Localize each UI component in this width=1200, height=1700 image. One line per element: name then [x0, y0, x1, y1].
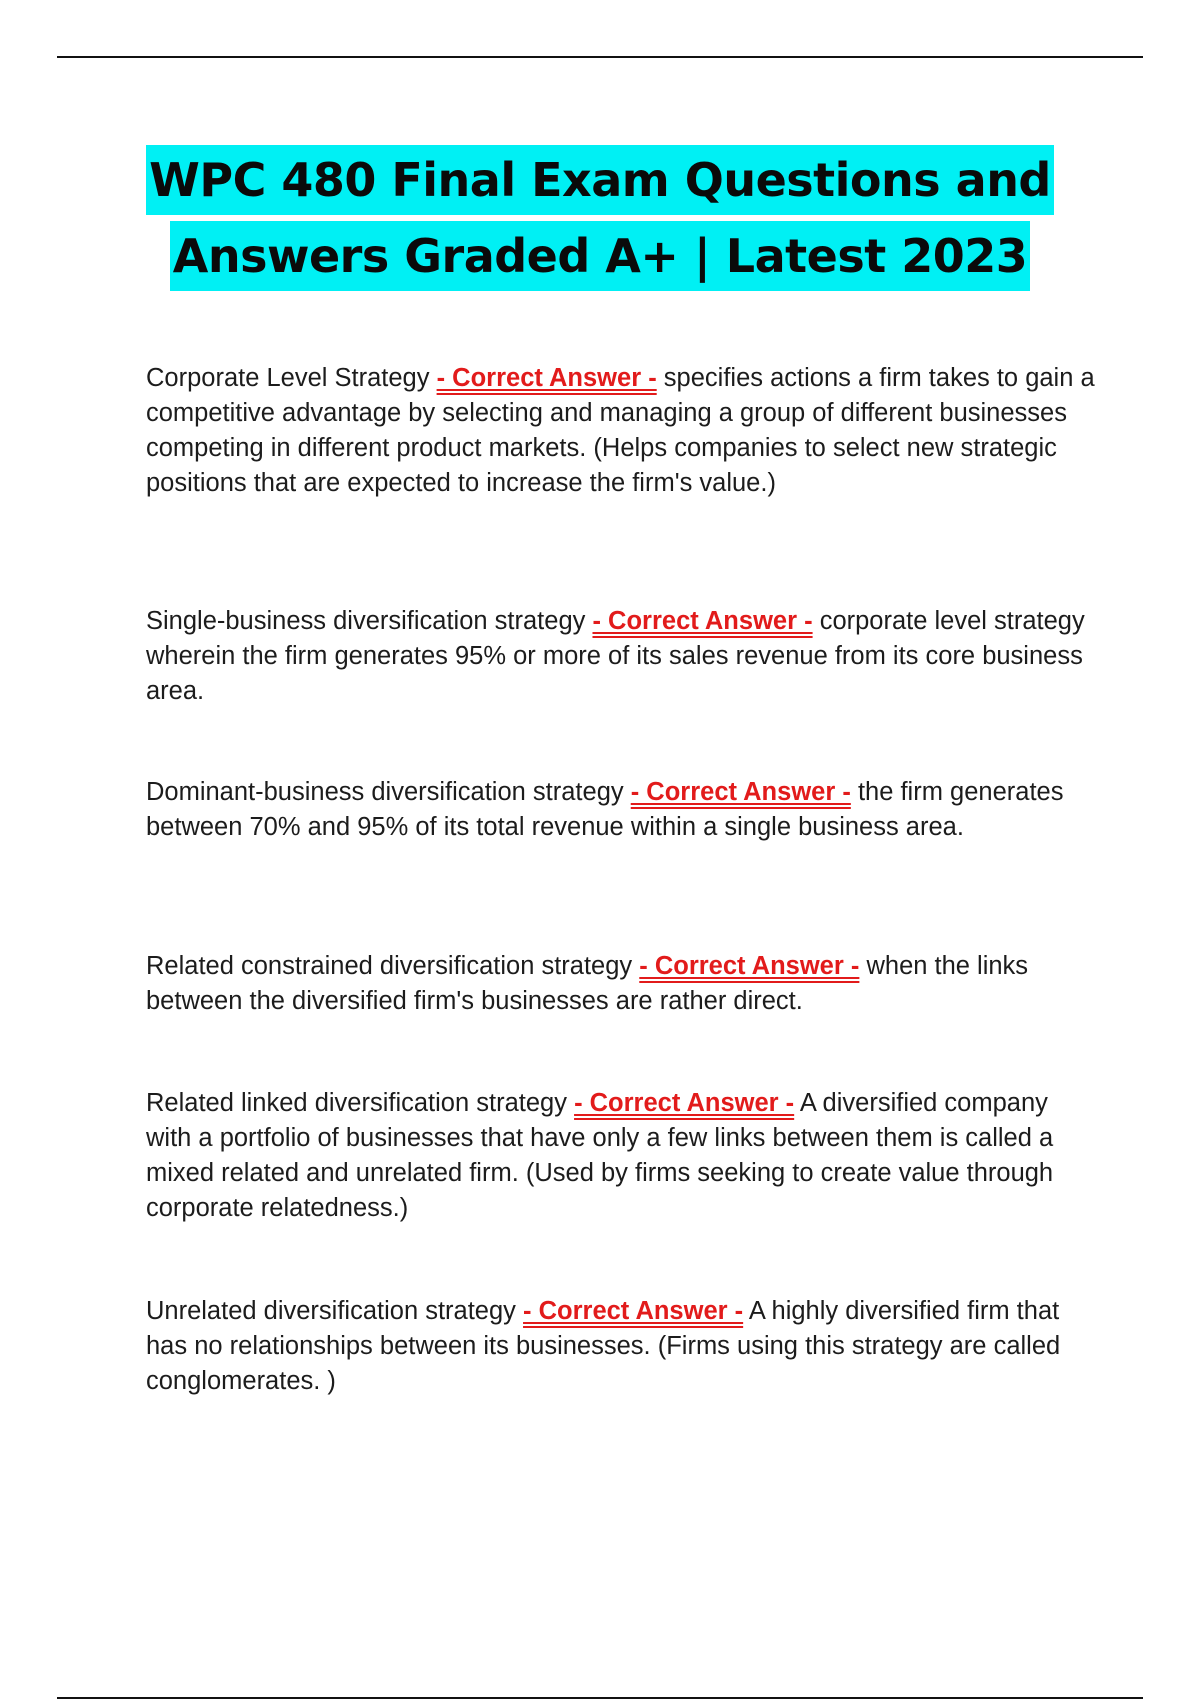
answer-text: the firm generates between 70% and 95% of its total revenue within a single business area. — [146, 778, 1064, 841]
correct-answer-tag: - Correct Answer - — [574, 1089, 795, 1117]
correct-answer-tag: - Correct Answer - — [523, 1297, 744, 1325]
question-term: Single-business diversification strategy — [146, 607, 586, 635]
qa-item — [146, 949, 1096, 1019]
title-line-1: WPC 480 Final Exam Questions and — [146, 145, 1054, 215]
correct-answer-tag: - Correct Answer - — [436, 364, 657, 392]
correct-answer-tag: - Correct Answer - — [639, 952, 860, 980]
answer-text: when the links between the diversified firm's businesses are rather direct. — [146, 952, 1029, 1015]
document-title — [0, 145, 1200, 291]
question-term: Unrelated diversification strategy — [146, 1297, 516, 1325]
answer-text: specifies actions a firm takes to gain a competitive advantage by selecting and managing a group of different businesses competing in different product markets. (Helps companies to select new strategic positions that are expected to increase the firm's value.) — [146, 364, 1095, 497]
question-term: Related linked diversification strategy — [146, 1089, 567, 1117]
top-rule — [57, 56, 1143, 58]
bottom-rule — [57, 1697, 1143, 1699]
question-term: Corporate Level Strategy — [146, 364, 430, 392]
qa-item — [146, 361, 1096, 501]
correct-answer-tag: - Correct Answer - — [630, 778, 851, 806]
answer-text: A highly diversified firm that has no relationships between its businesses. (Firms using this strategy are called conglomerates. ) — [146, 1297, 1061, 1395]
title-line-2: Answers Graded A+ | Latest 2023 — [170, 221, 1030, 291]
correct-answer-tag: - Correct Answer - — [592, 607, 813, 635]
answer-text: A diversified company with a portfolio of businesses that have only a few links between them is called a mixed related and unrelated firm. (Used by firms seeking to create value through corporate relatedness.) — [146, 1089, 1054, 1222]
qa-item — [146, 1294, 1096, 1399]
qa-item — [146, 604, 1096, 709]
qa-item — [146, 775, 1096, 845]
question-term: Related constrained diversification strategy — [146, 952, 633, 980]
qa-item — [146, 1086, 1096, 1226]
answer-text: corporate level strategy wherein the firm generates 95% or more of its sales revenue from its core business area. — [146, 607, 1085, 705]
question-term: Dominant-business diversification strategy — [146, 778, 624, 806]
